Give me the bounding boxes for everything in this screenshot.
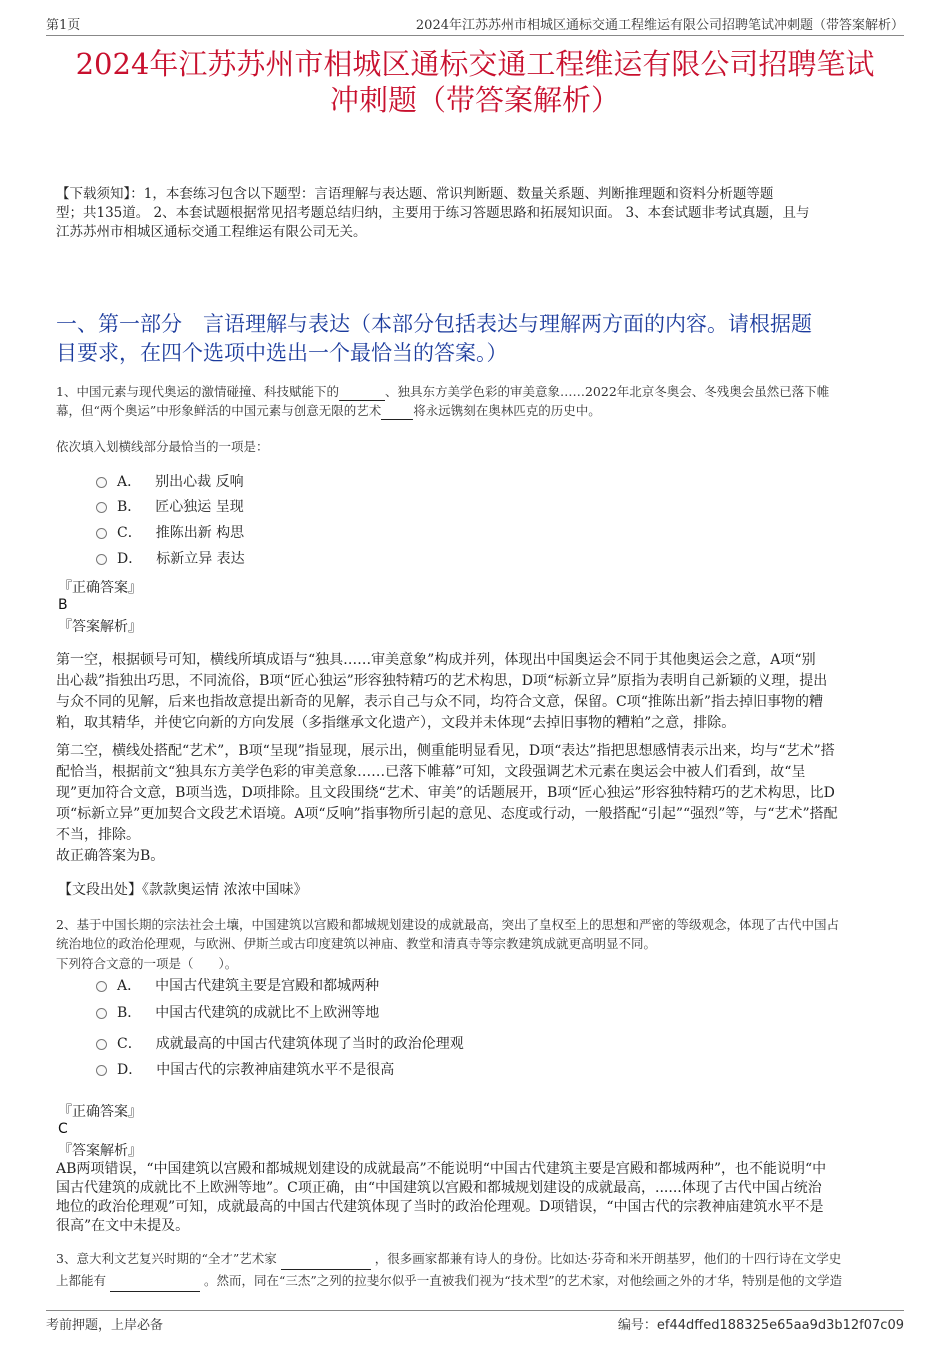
document-code (618, 1314, 904, 1333)
correct-answer-label: 『正确答案』 (58, 1104, 142, 1120)
q1-conclusion: 故正确答案为B。 (56, 848, 165, 864)
radio-button[interactable] (96, 554, 107, 565)
q2-option-d[interactable] (96, 1060, 394, 1080)
q1-option-c[interactable] (96, 523, 244, 543)
q1-text: 1、中国元素与现代奥运的激情碰撞、科技赋能下的 (56, 384, 339, 399)
radio-button[interactable] (96, 528, 107, 539)
option-label: A． (117, 474, 142, 490)
option-text: 标新立异 表达 (156, 551, 245, 567)
option-text: 匠心独运 呈现 (155, 499, 244, 515)
radio-button[interactable] (96, 1065, 107, 1076)
page-number: 第1页 (46, 18, 81, 33)
footer-divider (46, 1310, 904, 1311)
option-label: B． (117, 1005, 142, 1021)
q1-source: 【文段出处】《款款奥运情 浓浓中国味》 (58, 882, 308, 898)
code-value: ef44dffed188325e65aa9d3b12f07c09 (656, 1318, 904, 1333)
option-label: C． (117, 1036, 142, 1052)
code-label: 编号： (617, 1318, 657, 1333)
q3-text: 3、意大利文艺复兴时期的“全才”艺术家 (56, 1251, 277, 1266)
document-title (40, 46, 910, 118)
q2-analysis (56, 1160, 898, 1236)
q2-option-a[interactable] (96, 976, 379, 996)
option-text: 推陈出新 构思 (155, 525, 245, 541)
title-line-2: 冲刺题（带答案解析） (329, 83, 620, 117)
notice-line: 【下载须知】：1，本套练习包含以下题型：言语理解与表达题、常识判断题、数量关系题、判断推理题和资料分析题等题 (56, 186, 774, 202)
option-text: 中国古代建筑主要是宫殿和都城两种 (155, 978, 380, 994)
q1-analysis-para-2 (56, 741, 898, 846)
q1-text: 、独具东方美学色彩的审美意象……2022年北京冬奥会、冬残奥会虽然已落下帷 (384, 384, 830, 399)
q1-analysis-para-1 (56, 650, 898, 734)
option-label: D． (117, 551, 143, 567)
question-3-stem (56, 1248, 898, 1292)
correct-answer: B (58, 597, 68, 613)
analysis-line: 配恰当，根据前文“独具东方美学色彩的审美意象……已落下帷幕”可知，文段强调艺术元素在奥运会中被人们看到，故“呈 (56, 764, 806, 780)
radio-button[interactable] (96, 1039, 107, 1050)
analysis-line: 出心裁”指独出巧思，不同流俗，B项“匠心独运”形容独特精巧的艺术构思，D项“标新立异”原指为表明自己新颖的义理，提出 (56, 673, 828, 689)
q1-text: 将永远镌刻在奥林匹克的历史中。 (413, 403, 601, 418)
running-title: 2024年江苏苏州市相城区通标交通工程维运有限公司招聘笔试冲刺题（带答案解析） (415, 18, 904, 33)
q2-text: 2、基于中国长期的宗法社会土壤，中国建筑以宫殿和都城规划建设的成就最高，突出了皇权至上的思想和严密的等级观念，体现了古代中国占 (56, 917, 839, 932)
analysis-line: 不当，排除。 (56, 827, 140, 843)
analysis-line: AB两项错误，“中国建筑以宫殿和都城规划建设的成就最高”不能说明“中国古代建筑主要是宫殿和都城两种”，也不能说明“中 (56, 1161, 827, 1177)
q1-option-a[interactable] (96, 472, 244, 492)
option-text: 别出心裁 反响 (155, 474, 244, 490)
header-divider (46, 35, 904, 36)
option-label: A． (117, 978, 142, 994)
q3-text: 上都能有 (56, 1273, 107, 1288)
analysis-line: 第二空，横线处搭配“艺术”，B项“呈现”指显现，展示出，侧重能明显看见，D项“表达”指把思想感情表示出来，均与“艺术”搭 (56, 743, 835, 759)
q2-text: 统治地位的政治伦理观，与欧洲、伊斯兰或古印度建筑以神庙、教堂和清真寺等宗教建筑成就更高明显不同。 (56, 936, 657, 951)
radio-button[interactable] (96, 502, 107, 513)
analysis-line: 粕，取其精华，并使它向新的方向发展（多指继承文化遗产），文段并未体现“去掉旧事物的糟粕”之意，排除。 (56, 715, 736, 731)
q2-option-b[interactable] (96, 1003, 379, 1023)
radio-button[interactable] (96, 477, 107, 488)
option-text: 成就最高的中国古代建筑体现了当时的政治伦理观 (155, 1036, 464, 1052)
section-heading (56, 310, 898, 368)
q3-text: ，很多画家都兼有诗人的身份。比如达·芬奇和米开朗基罗，他们的十四行诗在文学史 (374, 1251, 842, 1266)
notice-line: 型；共135道。 2、本套试题根据常见招考题总结归纳，主要用于练习答题思路和拓展知识面。 3、本套试题非考试真题，且与 (56, 205, 810, 221)
option-label: B． (117, 499, 142, 515)
analysis-line: 现”更加符合文意，B项当选，D项排除。且文段围绕“艺术、审美”的话题展开，B项“匠心独运”形容独特精巧的艺术构思，比D (56, 785, 835, 801)
correct-answer-label: 『正确答案』 (58, 580, 142, 596)
download-notice (56, 185, 898, 242)
title-line-1: 2024年江苏苏州市相城区通标交通工程维运有限公司招聘笔试 (75, 47, 875, 81)
option-text: 中国古代建筑的成就比不上欧洲等地 (155, 1005, 380, 1021)
q1-text: 幕，但“两个奥运”中形象鲜活的中国元素与创意无限的艺术 (56, 403, 382, 418)
fill-blank (381, 419, 413, 420)
q2-option-c[interactable] (96, 1034, 464, 1054)
question-1-prompt: 依次填入划横线部分最恰当的一项是： (56, 439, 269, 454)
option-label: D． (117, 1062, 143, 1078)
notice-line: 江苏苏州市相城区通标交通工程维运有限公司无关。 (56, 224, 367, 240)
section-heading-line: 目要求，在四个选项中选出一个最恰当的答案。） (56, 341, 508, 365)
question-2-stem (56, 915, 898, 953)
option-text: 中国古代的宗教神庙建筑水平不是很高 (156, 1062, 395, 1078)
radio-button[interactable] (96, 1008, 107, 1019)
analysis-line: 地位的政治伦理观”可知，成就最高的中国古代建筑体现了当时的政治伦理观。D项错误，“中国古代的宗教神庙建筑水平不是 (56, 1199, 824, 1215)
radio-button[interactable] (96, 981, 107, 992)
question-2-prompt: 下列符合文意的一项是（ ）。 (56, 956, 238, 971)
footer-slogan: 考前押题，上岸必备 (46, 1318, 164, 1333)
correct-answer: C (58, 1121, 68, 1137)
q3-text: 。然而，同在“三杰”之列的拉斐尔似乎一直被我们视为“技术型”的艺术家，对他绘画之外的才华，特别是他的文学造 (204, 1273, 843, 1288)
analysis-line: 国古代建筑的成就比不上欧洲等地”。C项正确，由“中国建筑以宫殿和都城规划建设的成就最高，......体现了古代中国占统治 (56, 1180, 822, 1196)
question-1-stem (56, 382, 898, 420)
analysis-line: 与众不同的见解，后来也指故意提出新奇的见解，表示自己与众不同，均符合文意，保留。C项“推陈出新”指去掉旧事物的糟 (56, 694, 824, 710)
analysis-line: 很高”在文中未提及。 (56, 1218, 190, 1234)
section-heading-line: 一、第一部分 言语理解与表达（本部分包括表达与理解两方面的内容。请根据题 (56, 312, 812, 336)
fill-blank (110, 1291, 200, 1292)
analysis-label: 『答案解析』 (58, 619, 142, 635)
analysis-label: 『答案解析』 (58, 1143, 142, 1159)
analysis-line: 项“标新立异”更加契合文段艺术语境。A项“反响”指事物所引起的意见、态度或行动，一般搭配“引起”“强烈”等，与“艺术”搭配 (56, 806, 838, 822)
option-label: C． (117, 525, 142, 541)
analysis-line: 第一空，根据顿号可知，横线所填成语与“独具……审美意象”构成并列，体现出中国奥运会不同于其他奥运会之意，A项“别 (56, 652, 816, 668)
q1-option-d[interactable] (96, 549, 245, 569)
q1-option-b[interactable] (96, 497, 244, 517)
